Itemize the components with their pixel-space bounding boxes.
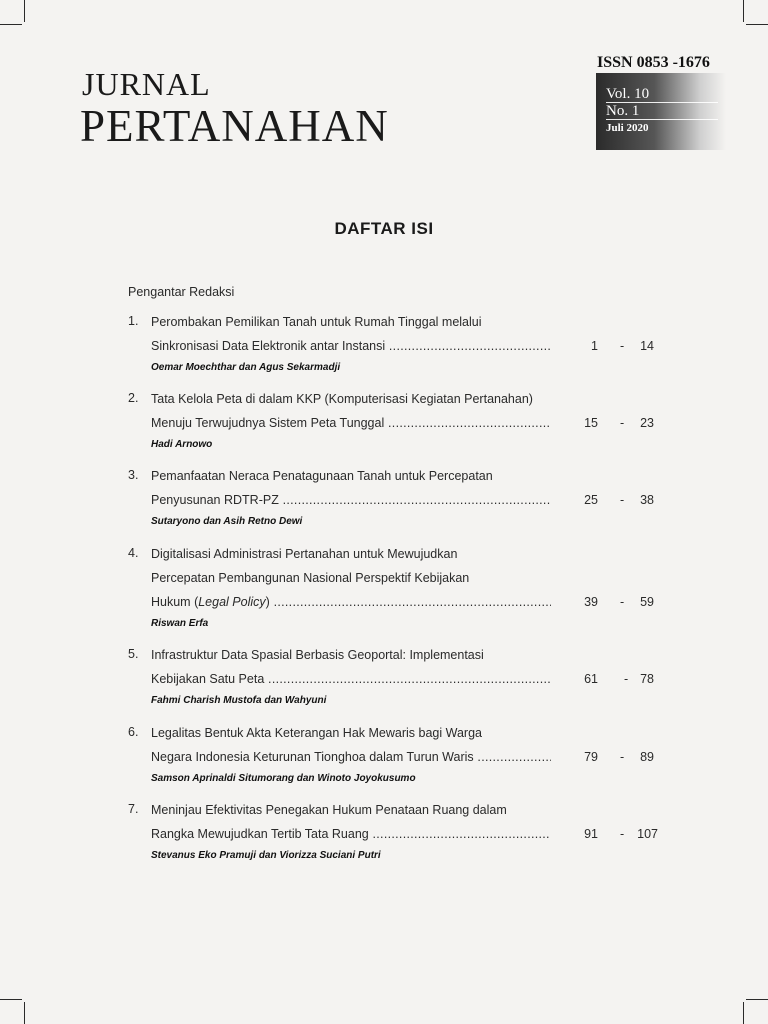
entry-number: 4. xyxy=(128,546,139,560)
entry-title-line: Digitalisasi Administrasi Pertanahan untuk Mewujudkan xyxy=(151,547,458,561)
toc-intro: Pengantar Redaksi xyxy=(128,285,235,299)
entry-title-line: Rangka Mewujudkan Tertib Tata Ruang ..... xyxy=(151,826,551,842)
entry-authors: Riswan Erfa xyxy=(151,618,209,629)
entry-title-line: Legalitas Bentuk Akta Keterangan Hak Mewaris bagi Warga xyxy=(151,726,482,740)
crop-mark xyxy=(746,999,768,1000)
toc-heading: DAFTAR ISI xyxy=(334,219,434,238)
page-dash: - xyxy=(620,595,625,609)
entry-title-line: Menuju Terwujudnya Sistem Peta Tunggal ..... xyxy=(151,415,551,431)
crop-mark xyxy=(0,999,22,1000)
page-start: 1 xyxy=(591,339,598,353)
issn-label: ISSN 0853 -1676 xyxy=(597,54,710,71)
entry-title-line: Infrastruktur Data Spasial Berbasis Geoportal: Implementasi xyxy=(151,648,484,662)
crop-mark xyxy=(24,0,25,22)
page-end: 14 xyxy=(640,339,654,353)
crop-mark xyxy=(743,0,744,22)
entry-number: 6. xyxy=(128,725,139,739)
page-start: 25 xyxy=(584,493,598,507)
journal-title-main: PERTANAHAN xyxy=(80,101,389,151)
entry-authors: Sutaryono dan Asih Retno Dewi xyxy=(151,516,303,527)
page-start: 91 xyxy=(584,827,598,841)
entry-title-line: Negara Indonesia Keturunan Tionghoa dalam Turun Waris ..... xyxy=(151,749,551,765)
entry-number: 5. xyxy=(128,647,139,661)
crop-mark xyxy=(746,24,768,25)
page-dash: - xyxy=(620,750,625,764)
page-start: 61 xyxy=(584,672,598,686)
entry-number: 1. xyxy=(128,314,139,328)
entry-title-tail: ) xyxy=(265,595,270,609)
entry-title-line: Meninjau Efektivitas Penegakan Hukum Penataan Ruang dalam xyxy=(151,803,507,817)
entry-number: 2. xyxy=(128,391,139,405)
date-label: Juli 2020 xyxy=(606,122,649,134)
page-dash: - xyxy=(620,827,625,841)
page-start: 15 xyxy=(584,416,598,430)
page-dash: - xyxy=(620,416,625,430)
entry-authors: Hadi Arnowo xyxy=(151,439,213,450)
entry-number: 3. xyxy=(128,468,139,482)
entry-title-line: Percepatan Pembangunan Nasional Perspektif Kebijakan xyxy=(151,571,470,585)
volume-box xyxy=(596,73,726,150)
entry-authors: Stevanus Eko Pramuji dan Viorizza Suciani Putri xyxy=(151,850,381,861)
crop-mark xyxy=(24,1002,25,1024)
volume-label: Vol. 10 xyxy=(606,87,718,103)
entry-title-line xyxy=(151,594,551,610)
page-dash: - xyxy=(620,339,625,353)
entry-title-line: Kebijakan Satu Peta ..... xyxy=(151,671,551,687)
entry-title-line: Sinkronisasi Data Elektronik antar Instansi ..... xyxy=(151,338,551,354)
entry-authors: Fahmi Charish Mustofa dan Wahyuni xyxy=(151,695,327,706)
entry-authors: Oemar Moechthar dan Agus Sekarmadji xyxy=(151,362,341,373)
entry-title-line: Pemanfaatan Neraca Penatagunaan Tanah untuk Percepatan xyxy=(151,469,493,483)
page-end: 59 xyxy=(640,595,654,609)
journal-title-top: JURNAL xyxy=(82,66,211,102)
page-start: 39 xyxy=(584,595,598,609)
entry-title-text: Hukum ( xyxy=(151,595,199,609)
entry-title-italic: Legal Policy xyxy=(198,595,266,609)
page-dash: - xyxy=(624,672,629,686)
entry-title-line: Perombakan Pemilikan Tanah untuk Rumah Tinggal melalui xyxy=(151,315,482,329)
page-start: 79 xyxy=(584,750,598,764)
entry-title-line: Tata Kelola Peta di dalam KKP (Komputerisasi Kegiatan Pertanahan) xyxy=(151,392,533,406)
page-end: 23 xyxy=(640,416,654,430)
entry-title-line: Penyusunan RDTR-PZ ..... xyxy=(151,492,551,508)
crop-mark xyxy=(0,24,22,25)
page-end: 38 xyxy=(640,493,654,507)
page-end: 78 xyxy=(640,672,654,686)
page-end: 89 xyxy=(640,750,654,764)
entry-authors: Samson Aprinaldi Situmorang dan Winoto Joyokusumo xyxy=(151,773,416,784)
page-dash: - xyxy=(620,493,625,507)
page-end: 107 xyxy=(637,827,658,841)
crop-mark xyxy=(743,1002,744,1024)
entry-number: 7. xyxy=(128,802,139,816)
number-label: No. 1 xyxy=(606,104,718,120)
